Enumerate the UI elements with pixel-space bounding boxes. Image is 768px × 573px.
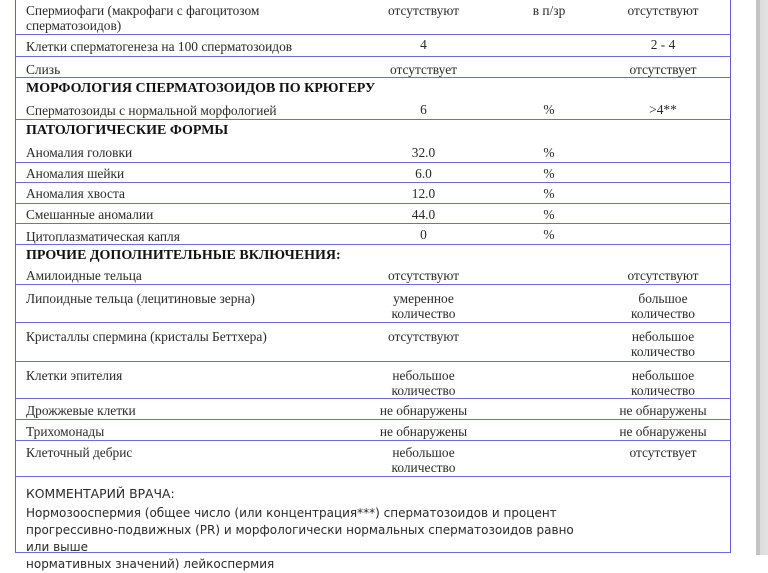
row-value: отсутствует [390,62,457,77]
row-value: 12.0 [411,186,436,201]
table-row-cytoplasmic-droplet [16,224,730,245]
comment-title: КОММЕНТАРИЙ ВРАЧА: [26,486,175,501]
row-value: 6.0 [415,166,432,181]
row-value: отсутствуют [387,268,460,283]
table-row-epithelial-cells [16,362,730,399]
row-name: Клеточный дебрис [26,445,133,460]
row-name: Клетки эпителия [26,368,123,383]
row-reference: большое [638,291,688,306]
row-name: Цитоплазматическая капля [26,229,180,244]
row-value: 44.0 [411,207,436,222]
comment-line: прогрессивно-подвижных (PR) и морфологически нормальных сперматозоидов равно или выше [26,523,574,554]
row-reference: не обнаружены [619,403,707,418]
row-value: отсутствуют [387,3,460,18]
row-name: Аномалия хвоста [26,186,125,201]
row-reference: >4** [649,102,677,117]
row-value: 32.0 [411,145,436,160]
section-pathological-forms [16,120,730,163]
row-reference: небольшое [631,329,695,344]
row-value: небольшое [392,445,455,460]
row-reference: отсутствует [629,445,697,460]
section-title: МОРФОЛОГИЯ СПЕРМАТОЗОИДОВ ПО КРЮГЕРУ [26,81,376,96]
row-name-continued: сперматозоидов) [26,18,122,33]
row-name: Трихомонады [26,424,105,439]
table-row-yeast-cells [16,399,730,420]
row-unit: % [543,166,555,181]
row-reference-continued: количество [631,344,695,359]
row-reference: отсутствуют [627,3,699,18]
doctor-comment [16,477,730,571]
section-title: ПРОЧИЕ ДОПОЛНИТЕЛЬНЫЕ ВКЛЮЧЕНИЯ: [26,248,341,263]
row-value: 6 [420,102,427,117]
viewer-scrollbar-track[interactable] [756,0,768,555]
row-value: не обнаружены [379,403,468,418]
row-name: Липоидные тельца (лецитиновые зерна) [26,291,255,306]
table-row-cellular-debris [16,441,730,477]
comment-line: Нормозооспермия (общее число (или концентрация***) сперматозоидов и процент [26,506,557,520]
row-reference-continued: количество [631,306,695,321]
table-row-tail-anomaly [16,183,730,204]
row-name: Аномалия головки [26,145,133,160]
row-reference: 2 - 4 [650,37,676,52]
row-unit: % [543,102,555,117]
section-morphology [16,78,730,120]
table-row-mucus [16,57,730,78]
row-reference-continued: количество [631,383,695,398]
row-value: отсутствуют [387,329,460,344]
row-reference: небольшое [631,368,695,383]
analysis-report-table [15,0,731,571]
row-name: Аномалия шейки [26,166,125,181]
row-name: Спермиофаги (макрофаги с фагоцитозом [26,3,260,18]
row-name: Дрожжевые клетки [26,403,136,418]
row-reference: отсутствует [629,62,697,77]
row-value: небольшое [392,368,455,383]
row-name: Амилоидные тельца [26,268,142,283]
table-row-spermatogenesis-cells [16,35,730,57]
table-row-spermiophages [16,0,730,35]
table-row-spermine-crystals [16,323,730,362]
row-unit: % [543,207,555,222]
row-reference: не обнаружены [619,424,707,439]
row-unit: % [543,227,555,242]
section-other-inclusions [16,245,730,285]
row-value-continued: количество [391,306,456,321]
row-value: 0 [420,227,427,242]
row-unit: % [543,145,555,160]
table-row-mixed-anomalies [16,204,730,224]
row-unit: % [543,186,555,201]
row-name: Сперматозоиды с нормальной морфологией [26,103,277,118]
table-row-lipoid-bodies [16,285,730,323]
row-reference: отсутствуют [627,268,699,283]
row-value: не обнаружены [379,424,468,439]
row-value: умеренное [393,291,454,306]
comment-line: нормативных значений) лейкоспермия [26,557,275,571]
row-value-continued: количество [391,383,456,398]
section-title: ПАТОЛОГИЧЕСКИЕ ФОРМЫ [26,123,229,138]
row-name: Клетки сперматогенеза на 100 сперматозоидов [26,39,293,54]
table-row-neck-anomaly [16,163,730,183]
row-name: Слизь [26,62,61,77]
row-name: Кристаллы спермина (кристалы Беттхера) [26,329,267,344]
row-name: Смешанные аномалии [26,207,154,222]
table-row-trichomonads [16,420,730,441]
comment-text [26,505,586,573]
row-unit: в п/зр [532,3,566,18]
row-value-continued: количество [391,460,456,475]
row-value: 4 [420,37,427,52]
